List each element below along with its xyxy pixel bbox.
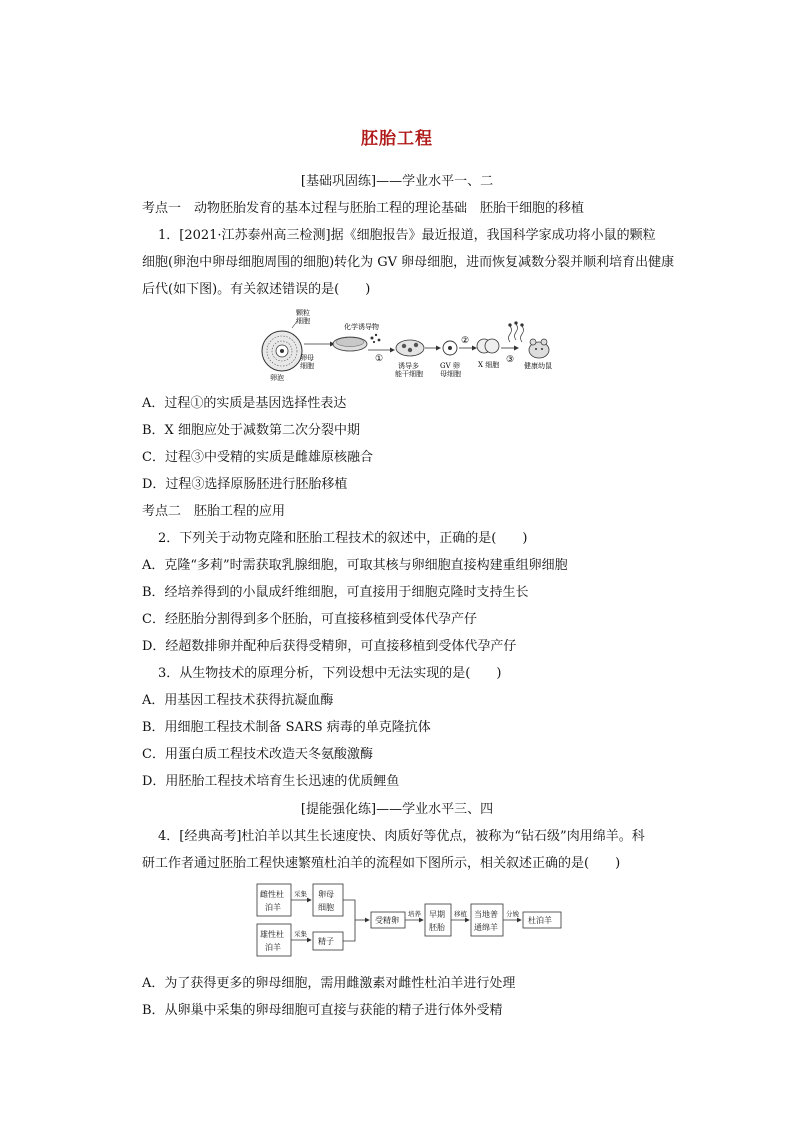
label-follicle: 卵泡 [270,374,284,382]
question-1-option-a: A．过程①的实质是基因选择性表达 [142,396,347,411]
label-zygote: 受精卵 [375,916,399,925]
follicle-illustration [262,331,302,371]
label-egg-2: 细胞 [318,903,334,912]
question-1-line-2: 细胞(卵泡中卵母细胞周围的细胞)转化为 GV 卵母细胞，进而恢复减数分裂并顺利培育出健康 [142,255,675,270]
section-heading-advanced: [提能强化练]——学业水平三、四 [300,802,494,817]
question-1-option-d: D．过程③选择原肠胚进行胚胎移植 [142,477,348,492]
gv-oocyte-illustration [443,341,457,355]
label-collect-a: 采集 [294,890,307,898]
step-2-label: ② [461,336,470,346]
label-early-1: 早期 [429,910,445,919]
question-2-option-d: D．经超数排卵并配种后获得受精卵，可直接移植到受体代孕产仔 [142,639,517,654]
knowledge-point-2: 考点二 胚胎工程的应用 [142,504,286,519]
label-male-1: 雄性杜 [260,930,284,939]
question-2-option-a: A．克隆“多莉”时需获取乳腺细胞，可取其核与卵细胞直接构建重组卵细胞 [142,558,568,573]
label-female-2: 泊羊 [265,903,281,912]
question-2-option-c: C．经胚胎分割得到多个胚胎，可直接移植到受体代孕产仔 [142,612,477,627]
question-4-option-a: A．为了获得更多的卵母细胞，需用雌激素对雌性杜泊羊进行处理 [142,976,516,991]
question-3-option-b: B．用细胞工程技术制备 SARS 病毒的单克隆抗体 [142,720,431,735]
question-1-option-c: C．过程③中受精的实质是雌雄原核融合 [142,450,373,465]
label-chemical-inducer: 化学诱导物 [344,323,379,331]
ips-cells-illustration [396,340,424,356]
label-culture: 培养 [408,910,421,918]
mouse-pup-illustration [529,339,549,358]
question-3-option-d: D．用胚胎工程技术培育生长迅速的优质鲤鱼 [142,774,400,789]
label-gv-2: 母细胞 [440,370,461,378]
question-4-option-b: B．从卵巢中采集的卵母细胞可直接与获能的精子进行体外受精 [142,1003,503,1018]
label-early-2: 胚胎 [429,923,445,932]
granulosa-to-oocyte-diagram [258,306,558,384]
page-title: 胚胎工程 [361,129,433,149]
label-granulosa-2: 细胞 [296,317,310,325]
label-collect-b: 采集 [294,930,307,938]
dorper-sheep-flow-chart [255,880,565,962]
x-cells-illustration [477,339,499,353]
label-oocyte-2: 细胞 [300,362,314,370]
label-x-cell: X 细胞 [478,361,500,369]
section-heading-basic: [基础巩固练]——学业水平一、二 [300,174,494,189]
knowledge-point-1: 考点一 动物胚胎发育的基本过程与胚胎工程的理论基础 胚胎干细胞的移植 [142,201,585,216]
label-oocyte: 卵母 [300,354,314,362]
question-3-option-a: A．用基因工程技术获得抗凝血酶 [142,693,334,708]
question-2-option-b: B．经培养得到的小鼠成纤维细胞，可直接用于细胞克隆时支持生长 [142,585,529,600]
step-3-label: ③ [506,355,515,365]
label-egg-1: 卵母 [318,890,334,899]
label-male-2: 泊羊 [265,943,281,952]
question-1-line-1: 1．[2021·江苏泰州高三检测]据《细胞报告》最近报道，我国科学家成功将小鼠的颗粒 [158,228,656,243]
label-granulosa: 颗粒 [296,309,310,317]
question-1-line-3: 后代(如下图)。有关叙述错误的是( ) [142,282,371,297]
label-gv-1: GV 卵 [440,362,460,370]
question-4-line-1: 4．[经典高考]杜泊羊以其生长速度快、肉质好等优点，被称为“钻石级”肉用绵羊。科 [158,829,645,844]
label-female-1: 雌性杜 [260,890,284,899]
label-dorper: 杜泊羊 [528,916,552,925]
label-healthy-pup: 健康幼鼠 [524,362,552,370]
label-transfer: 移植 [454,910,467,918]
inducer-dots [371,334,381,343]
question-1-option-b: B．X 细胞应处于减数第二次分裂中期 [142,423,360,438]
step-1-label: ① [375,354,384,364]
label-birth: 分娩 [506,910,519,918]
label-ips-2: 能干细胞 [395,370,423,378]
label-ips-1: 诱导多 [398,362,419,370]
label-local-1: 当地普 [474,910,498,919]
culture-dish-illustration [333,337,367,351]
sperm-illustration [509,322,524,342]
question-3-stem: 3．从生物技术的原理分析，下列设想中无法实现的是( ) [158,666,502,681]
label-local-2: 通绵羊 [474,923,498,932]
question-2-stem: 2．下列关于动物克隆和胚胎工程技术的叙述中，正确的是( ) [158,531,528,546]
question-4-line-2: 研工作者通过胚胎工程快速繁殖杜泊羊的流程如下图所示，相关叙述正确的是( ) [142,856,621,871]
label-sperm: 精子 [318,937,334,946]
question-3-option-c: C．用蛋白质工程技术改造天冬氨酸激酶 [142,747,373,762]
